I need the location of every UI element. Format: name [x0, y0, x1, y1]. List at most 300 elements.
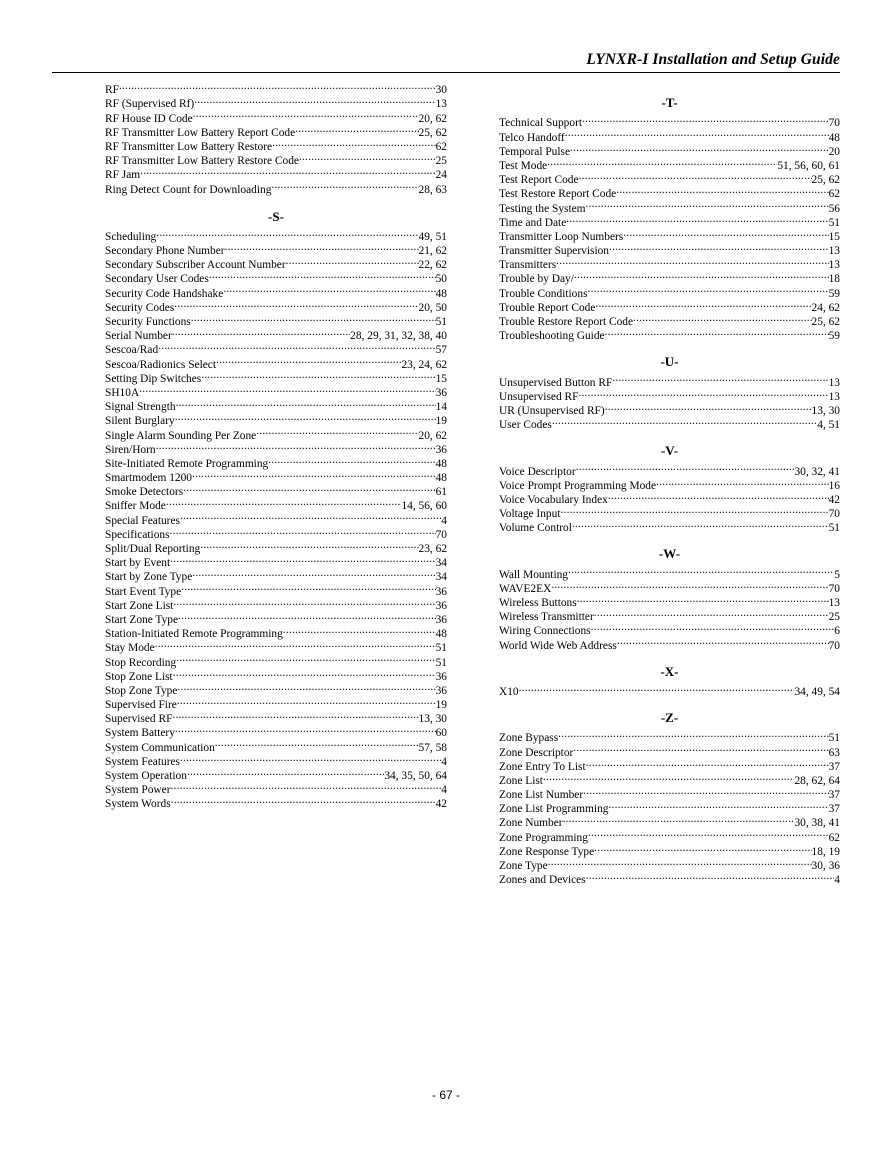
index-page-numbers: 13 [828, 597, 840, 609]
index-page-numbers: 49, 51 [418, 230, 447, 243]
index-term: Transmitters [499, 259, 557, 272]
dot-leader [215, 736, 419, 750]
dot-leader [183, 481, 435, 495]
dot-leader [170, 552, 435, 566]
dot-leader [180, 509, 441, 523]
dot-leader [595, 297, 811, 311]
dot-leader [586, 869, 835, 883]
index-page-numbers: 37 [828, 760, 840, 773]
section-gap [499, 695, 840, 711]
dot-leader [563, 812, 795, 826]
index-page-numbers: 57, 58 [418, 741, 447, 754]
index-page-numbers: 28, 62, 64 [794, 774, 840, 787]
index-term: Telco Handoff [499, 131, 565, 144]
index-term: Sniffer Mode [105, 500, 166, 513]
index-term: Secondary User Codes [105, 273, 209, 286]
dot-leader [548, 855, 812, 869]
dot-leader [594, 841, 811, 855]
index-entry [105, 164, 447, 182]
index-page-numbers: 48 [828, 131, 840, 144]
dot-leader [605, 400, 812, 414]
index-term: Supervised RF [105, 713, 173, 726]
index-term: Security Functions [105, 316, 191, 328]
index-page-numbers: 63 [828, 746, 840, 759]
index-page-numbers: 16 [828, 479, 840, 492]
index-page-numbers: 50 [435, 273, 447, 286]
index-term: Siren/Horn [105, 443, 156, 456]
index-term: RF (Supervised Rf) [105, 98, 195, 111]
index-term: Trouble Report Code [499, 301, 596, 314]
dot-leader [119, 79, 436, 93]
index-term: Single Alarm Sounding Per Zone [105, 429, 257, 442]
index-term: Sescoa/Rad [105, 344, 159, 357]
index-page-numbers: 23, 62 [418, 543, 447, 555]
index-page-numbers: 20 [828, 145, 840, 158]
index-entry [499, 460, 840, 478]
dot-leader [577, 592, 829, 606]
index-page-numbers: 28, 29, 31, 32, 38, 40 [350, 330, 447, 343]
index-term: Zone List Number [499, 789, 584, 802]
index-page-numbers: 48 [435, 472, 447, 485]
dot-leader [588, 282, 829, 296]
index-page-numbers: 48 [435, 287, 447, 300]
dot-leader [576, 460, 795, 474]
index-page-numbers: 4 [441, 784, 447, 797]
section-heading: -W- [658, 546, 681, 562]
index-term: System Communication [105, 741, 215, 754]
index-term: Zone Entry To List [499, 760, 586, 773]
dot-leader [295, 122, 418, 136]
dot-leader [175, 410, 436, 424]
dot-leader [173, 595, 435, 609]
index-page-numbers: 70 [435, 528, 447, 541]
index-term: Start Zone List [105, 599, 174, 612]
dot-leader [286, 254, 419, 268]
index-term: System Operation [105, 770, 187, 782]
dot-leader [271, 178, 418, 192]
index-page-numbers: 30, 36 [811, 860, 840, 872]
index-page-numbers: 36 [435, 386, 447, 399]
dot-leader [573, 741, 828, 755]
dot-leader [176, 651, 435, 665]
index-page-numbers: 34, 35, 50, 64 [384, 770, 447, 782]
index-page-numbers: 4, 51 [817, 419, 840, 432]
index-term: RF [105, 84, 119, 97]
dot-leader [216, 353, 401, 367]
dot-leader [209, 268, 436, 282]
dot-leader [566, 212, 828, 226]
index-entry [499, 784, 840, 802]
index-term: Secondary Phone Number [105, 245, 225, 258]
dot-leader [191, 311, 436, 325]
index-page-numbers: 51 [828, 732, 840, 745]
index-page-numbers: 13 [828, 245, 840, 258]
index-term: Security Codes [105, 301, 175, 314]
dot-leader [558, 727, 828, 741]
index-page-numbers: 51 [435, 316, 447, 328]
index-page-numbers: 20, 50 [418, 301, 447, 314]
index-page-numbers: 36 [435, 599, 447, 612]
index-term: Zones and Devices [499, 874, 586, 887]
index-term: Volume Control [499, 522, 572, 535]
index-page-numbers: 13 [828, 259, 840, 272]
index-term: Supervised Fire [105, 699, 177, 712]
index-term: Technical Support [499, 117, 583, 130]
index-term: Silent Burglary [105, 415, 175, 428]
dot-leader [200, 538, 418, 552]
index-term: Unsupervised RF [499, 390, 579, 403]
index-page-numbers: 25 [828, 611, 840, 624]
index-term: User Codes [499, 419, 552, 432]
dot-leader [194, 93, 435, 107]
index-term: Testing the System [499, 202, 586, 215]
index-page-numbers: 51 [828, 522, 840, 535]
index-section [499, 709, 840, 887]
index-page-numbers: 14, 56, 60 [401, 500, 447, 513]
index-term: RF Transmitter Low Battery Restore Code [105, 155, 299, 168]
index-term: Wall Mounting [499, 568, 569, 581]
dot-leader [170, 524, 436, 538]
index-term: RF Transmitter Low Battery Report Code [105, 126, 296, 139]
index-term: Serial Number [105, 330, 172, 343]
index-entry [105, 79, 447, 97]
index-page-numbers: 62 [435, 140, 447, 153]
dot-leader [174, 297, 418, 311]
index-page-numbers: 24 [435, 169, 447, 182]
index-term: Zone Type [499, 860, 548, 872]
dot-leader [623, 226, 828, 240]
dot-leader [156, 226, 418, 240]
dot-leader [519, 681, 795, 695]
index-term: Security Code Handshake [105, 287, 224, 300]
section-heading: -Z- [660, 709, 679, 725]
dot-leader [616, 183, 828, 197]
dot-leader [570, 141, 829, 155]
index-page-numbers: 25, 62 [811, 316, 840, 328]
index-page-numbers: 51 [828, 216, 840, 229]
index-page-numbers: 15 [435, 372, 447, 385]
index-term: Wiring Connections [499, 625, 591, 638]
index-term: Transmitter Supervision [499, 245, 610, 258]
index-term: Specifications [105, 528, 170, 541]
index-page-numbers: 51, 56, 60, 61 [777, 159, 840, 172]
index-term: Transmitter Loop Numbers [499, 230, 624, 243]
dot-leader [201, 368, 435, 382]
index-page-numbers: 57 [435, 344, 447, 357]
index-page-numbers: 36 [435, 585, 447, 598]
index-page-numbers: 36 [435, 670, 447, 683]
index-page-numbers: 13, 30 [811, 404, 840, 417]
index-page-numbers: 21, 62 [418, 245, 447, 258]
dot-leader [574, 268, 829, 282]
index-term: Sescoa/Radionics Select [105, 358, 217, 371]
index-page-numbers: 13 [435, 98, 447, 111]
index-term: Troubleshooting Guide [499, 330, 605, 343]
index-page-numbers: 34 [435, 557, 447, 570]
index-page-numbers: 59 [828, 330, 840, 343]
index-column-left [105, 79, 447, 811]
dot-leader [565, 126, 829, 140]
index-section [499, 546, 840, 652]
dot-leader [178, 609, 436, 623]
index-term: Trouble Restore Report Code [499, 316, 634, 328]
index-page-numbers: 59 [828, 287, 840, 300]
index-term: Ring Detect Count for Downloading [105, 183, 272, 196]
dot-leader [176, 396, 436, 410]
dot-leader [583, 784, 828, 798]
index-page-numbers: 56 [828, 202, 840, 215]
dot-leader [608, 798, 828, 812]
dot-leader [256, 424, 418, 438]
index-term: RF Transmitter Low Battery Restore [105, 140, 273, 153]
index-entry [105, 439, 447, 456]
index-page-numbers: 4 [834, 874, 840, 887]
index-term: Split/Dual Reporting [105, 543, 201, 555]
dot-leader [175, 722, 436, 736]
index-term: Special Features [105, 514, 180, 527]
dot-leader [633, 311, 811, 325]
dot-leader [158, 339, 435, 353]
index-page-numbers: 25, 62 [811, 174, 840, 187]
index-page-numbers: 13 [828, 390, 840, 403]
index-term: World Wide Web Address [499, 639, 617, 652]
dot-leader [140, 164, 435, 178]
index-term: Start by Event [105, 557, 171, 570]
index-entry [105, 382, 447, 399]
index-entry [105, 637, 447, 655]
index-entry [105, 651, 447, 669]
index-term: Wireless Buttons [499, 597, 577, 609]
index-page-numbers: 4 [441, 514, 447, 527]
dot-leader [187, 765, 384, 779]
index-page-numbers: 30, 38, 41 [794, 817, 840, 830]
dot-leader [609, 240, 829, 254]
index-page-numbers: 70 [828, 117, 840, 130]
dot-leader [591, 620, 835, 634]
index-page-numbers: 51 [435, 642, 447, 655]
index-page-numbers: 34 [435, 571, 447, 584]
dot-leader [605, 325, 829, 339]
index-term: Station-Initiated Remote Programming [105, 628, 283, 641]
index-page-numbers: 30, 32, 41 [794, 465, 840, 478]
index-entry [105, 226, 447, 243]
page-header-title: LYNXR-I Installation and Setup Guide [586, 51, 840, 68]
dot-leader [225, 240, 419, 254]
index-entry [499, 869, 840, 887]
index-page-numbers: 28, 63 [418, 183, 447, 196]
dot-leader [568, 563, 834, 577]
index-entry [499, 855, 840, 872]
index-page-numbers: 34, 49, 54 [794, 685, 840, 698]
index-term: Voice Descriptor [499, 465, 576, 478]
index-term: Zone Programming [499, 831, 588, 844]
index-term: Start Event Type [105, 585, 182, 598]
index-page-numbers: 25 [435, 155, 447, 168]
index-page-numbers: 37 [828, 789, 840, 802]
index-page-numbers: 19 [435, 415, 447, 428]
index-term: Test Restore Report Code [499, 188, 617, 201]
index-term: Wireless Transmitter [499, 611, 594, 624]
dot-leader [299, 150, 436, 164]
index-page-numbers: 13 [828, 376, 840, 389]
index-entry [499, 371, 840, 389]
index-page-numbers: 15 [828, 230, 840, 243]
index-page-numbers: 42 [435, 798, 447, 811]
index-term: Zone Descriptor [499, 746, 574, 759]
dot-leader [268, 453, 435, 467]
dot-leader [608, 489, 829, 503]
index-term: Smoke Detectors [105, 486, 184, 499]
index-entry [499, 681, 840, 698]
index-page-numbers: 30 [435, 84, 447, 97]
index-term: Stop Recording [105, 656, 177, 669]
section-heading: -S- [268, 208, 284, 224]
index-page-numbers: 24, 62 [811, 301, 840, 314]
index-column-right [499, 95, 840, 887]
index-page-numbers: 18 [828, 273, 840, 286]
dot-leader [572, 517, 829, 531]
section-heading: -V- [660, 443, 679, 459]
dot-leader [173, 666, 436, 680]
dot-leader [155, 637, 436, 651]
index-term: Smartmodem 1200 [105, 472, 193, 485]
index-page-numbers: 22, 62 [418, 259, 447, 272]
index-entry [105, 240, 447, 258]
index-page-numbers: 70 [828, 582, 840, 595]
index-term: Stop Zone List [105, 670, 173, 683]
dot-leader [594, 606, 829, 620]
dot-leader [193, 107, 419, 121]
index-term: Temporal Pulse [499, 145, 571, 158]
index-page-numbers: 48 [435, 628, 447, 641]
index-term: WAVE2EX [499, 582, 552, 595]
index-term: Site-Initiated Remote Programming [105, 457, 269, 470]
index-term: UR (Unsupervised RF) [499, 404, 605, 417]
index-entry [499, 155, 840, 172]
index-term: Voltage Input [499, 508, 561, 521]
index-entry [499, 112, 840, 130]
dot-leader [556, 254, 828, 268]
index-page-numbers: 51 [435, 656, 447, 669]
dot-leader [171, 779, 442, 793]
index-entry [499, 169, 840, 187]
dot-leader [172, 325, 350, 339]
index-page-numbers: 4 [441, 755, 447, 768]
dot-leader [551, 578, 828, 592]
dot-leader [180, 751, 441, 765]
index-entry [499, 770, 840, 787]
dot-leader [272, 136, 436, 150]
index-page-numbers: 18, 19 [811, 845, 840, 858]
index-term: Zone Response Type [499, 845, 595, 858]
dot-leader [578, 386, 828, 400]
dot-leader [656, 475, 829, 489]
index-page-numbers: 60 [435, 727, 447, 740]
section-heading: -T- [661, 95, 678, 110]
index-page-numbers: 36 [435, 443, 447, 456]
index-entry [105, 396, 447, 414]
dot-leader [177, 680, 435, 694]
dot-leader [181, 580, 435, 594]
dot-leader [547, 155, 777, 169]
index-term: Signal Strength [105, 401, 176, 414]
index-page-numbers: 20, 62 [418, 429, 447, 442]
index-term: RF Jam [105, 169, 141, 182]
index-page-numbers: 37 [828, 803, 840, 816]
index-page-numbers: 5 [834, 568, 840, 581]
index-page-numbers: 62 [828, 831, 840, 844]
index-page-numbers: 13, 30 [418, 713, 447, 726]
index-term: Start Zone Type [105, 613, 179, 626]
index-term: Test Mode [499, 159, 548, 172]
index-page-numbers: 70 [828, 639, 840, 652]
index-page-numbers: 62 [828, 188, 840, 201]
index-term: RF House ID Code [105, 112, 193, 125]
header-rule [52, 72, 840, 73]
index-term: System Power [105, 784, 171, 797]
dot-leader [171, 793, 436, 807]
index-term: Secondary Subscriber Account Number [105, 259, 286, 272]
index-section [499, 354, 840, 432]
dot-leader [172, 708, 418, 722]
index-section [499, 663, 840, 698]
index-term: System Battery [105, 727, 175, 740]
dot-leader [139, 382, 435, 396]
index-section [499, 95, 840, 343]
dot-leader [586, 756, 829, 770]
index-term: Unsupervised Button RF [499, 376, 613, 389]
dot-leader [543, 770, 794, 784]
index-page-numbers: 19 [435, 699, 447, 712]
index-entry [499, 563, 840, 581]
page-number: - 67 - [431, 1088, 460, 1102]
dot-leader [156, 439, 436, 453]
dot-leader [617, 634, 829, 648]
index-term: Stop Zone Type [105, 684, 178, 697]
dot-leader [579, 169, 812, 183]
index-term: SH10A [105, 386, 140, 399]
dot-leader [166, 495, 402, 509]
index-entry [499, 727, 840, 745]
index-page-numbers: 36 [435, 684, 447, 697]
index-term: Setting Dip Switches [105, 372, 202, 385]
dot-leader [552, 414, 817, 428]
index-term: Scheduling [105, 230, 157, 243]
index-page-numbers: 6 [834, 625, 840, 638]
index-page-numbers: 42 [828, 493, 840, 506]
index-page-numbers: 36 [435, 613, 447, 626]
index-term: Zone List [499, 774, 543, 787]
index-term: System Features [105, 755, 180, 768]
index-page-numbers: 48 [435, 457, 447, 470]
index-page-numbers: 70 [828, 508, 840, 521]
index-section [105, 208, 447, 811]
dot-leader [560, 503, 828, 517]
index-term: Stay Mode [105, 642, 155, 655]
index-page-numbers: 14 [435, 401, 447, 414]
dot-leader [588, 826, 829, 840]
index-page-numbers: 23, 24, 62 [401, 358, 447, 371]
index-term: Time and Date [499, 216, 567, 229]
dot-leader [586, 197, 829, 211]
section-heading: -U- [660, 354, 679, 370]
index-entry [105, 178, 447, 196]
index-section [499, 443, 840, 535]
index-term: Voice Prompt Programming Mode [499, 479, 657, 492]
index-term: X10 [499, 685, 519, 698]
index-page-numbers: 25, 62 [418, 126, 447, 139]
index-term: Zone Number [499, 817, 563, 830]
